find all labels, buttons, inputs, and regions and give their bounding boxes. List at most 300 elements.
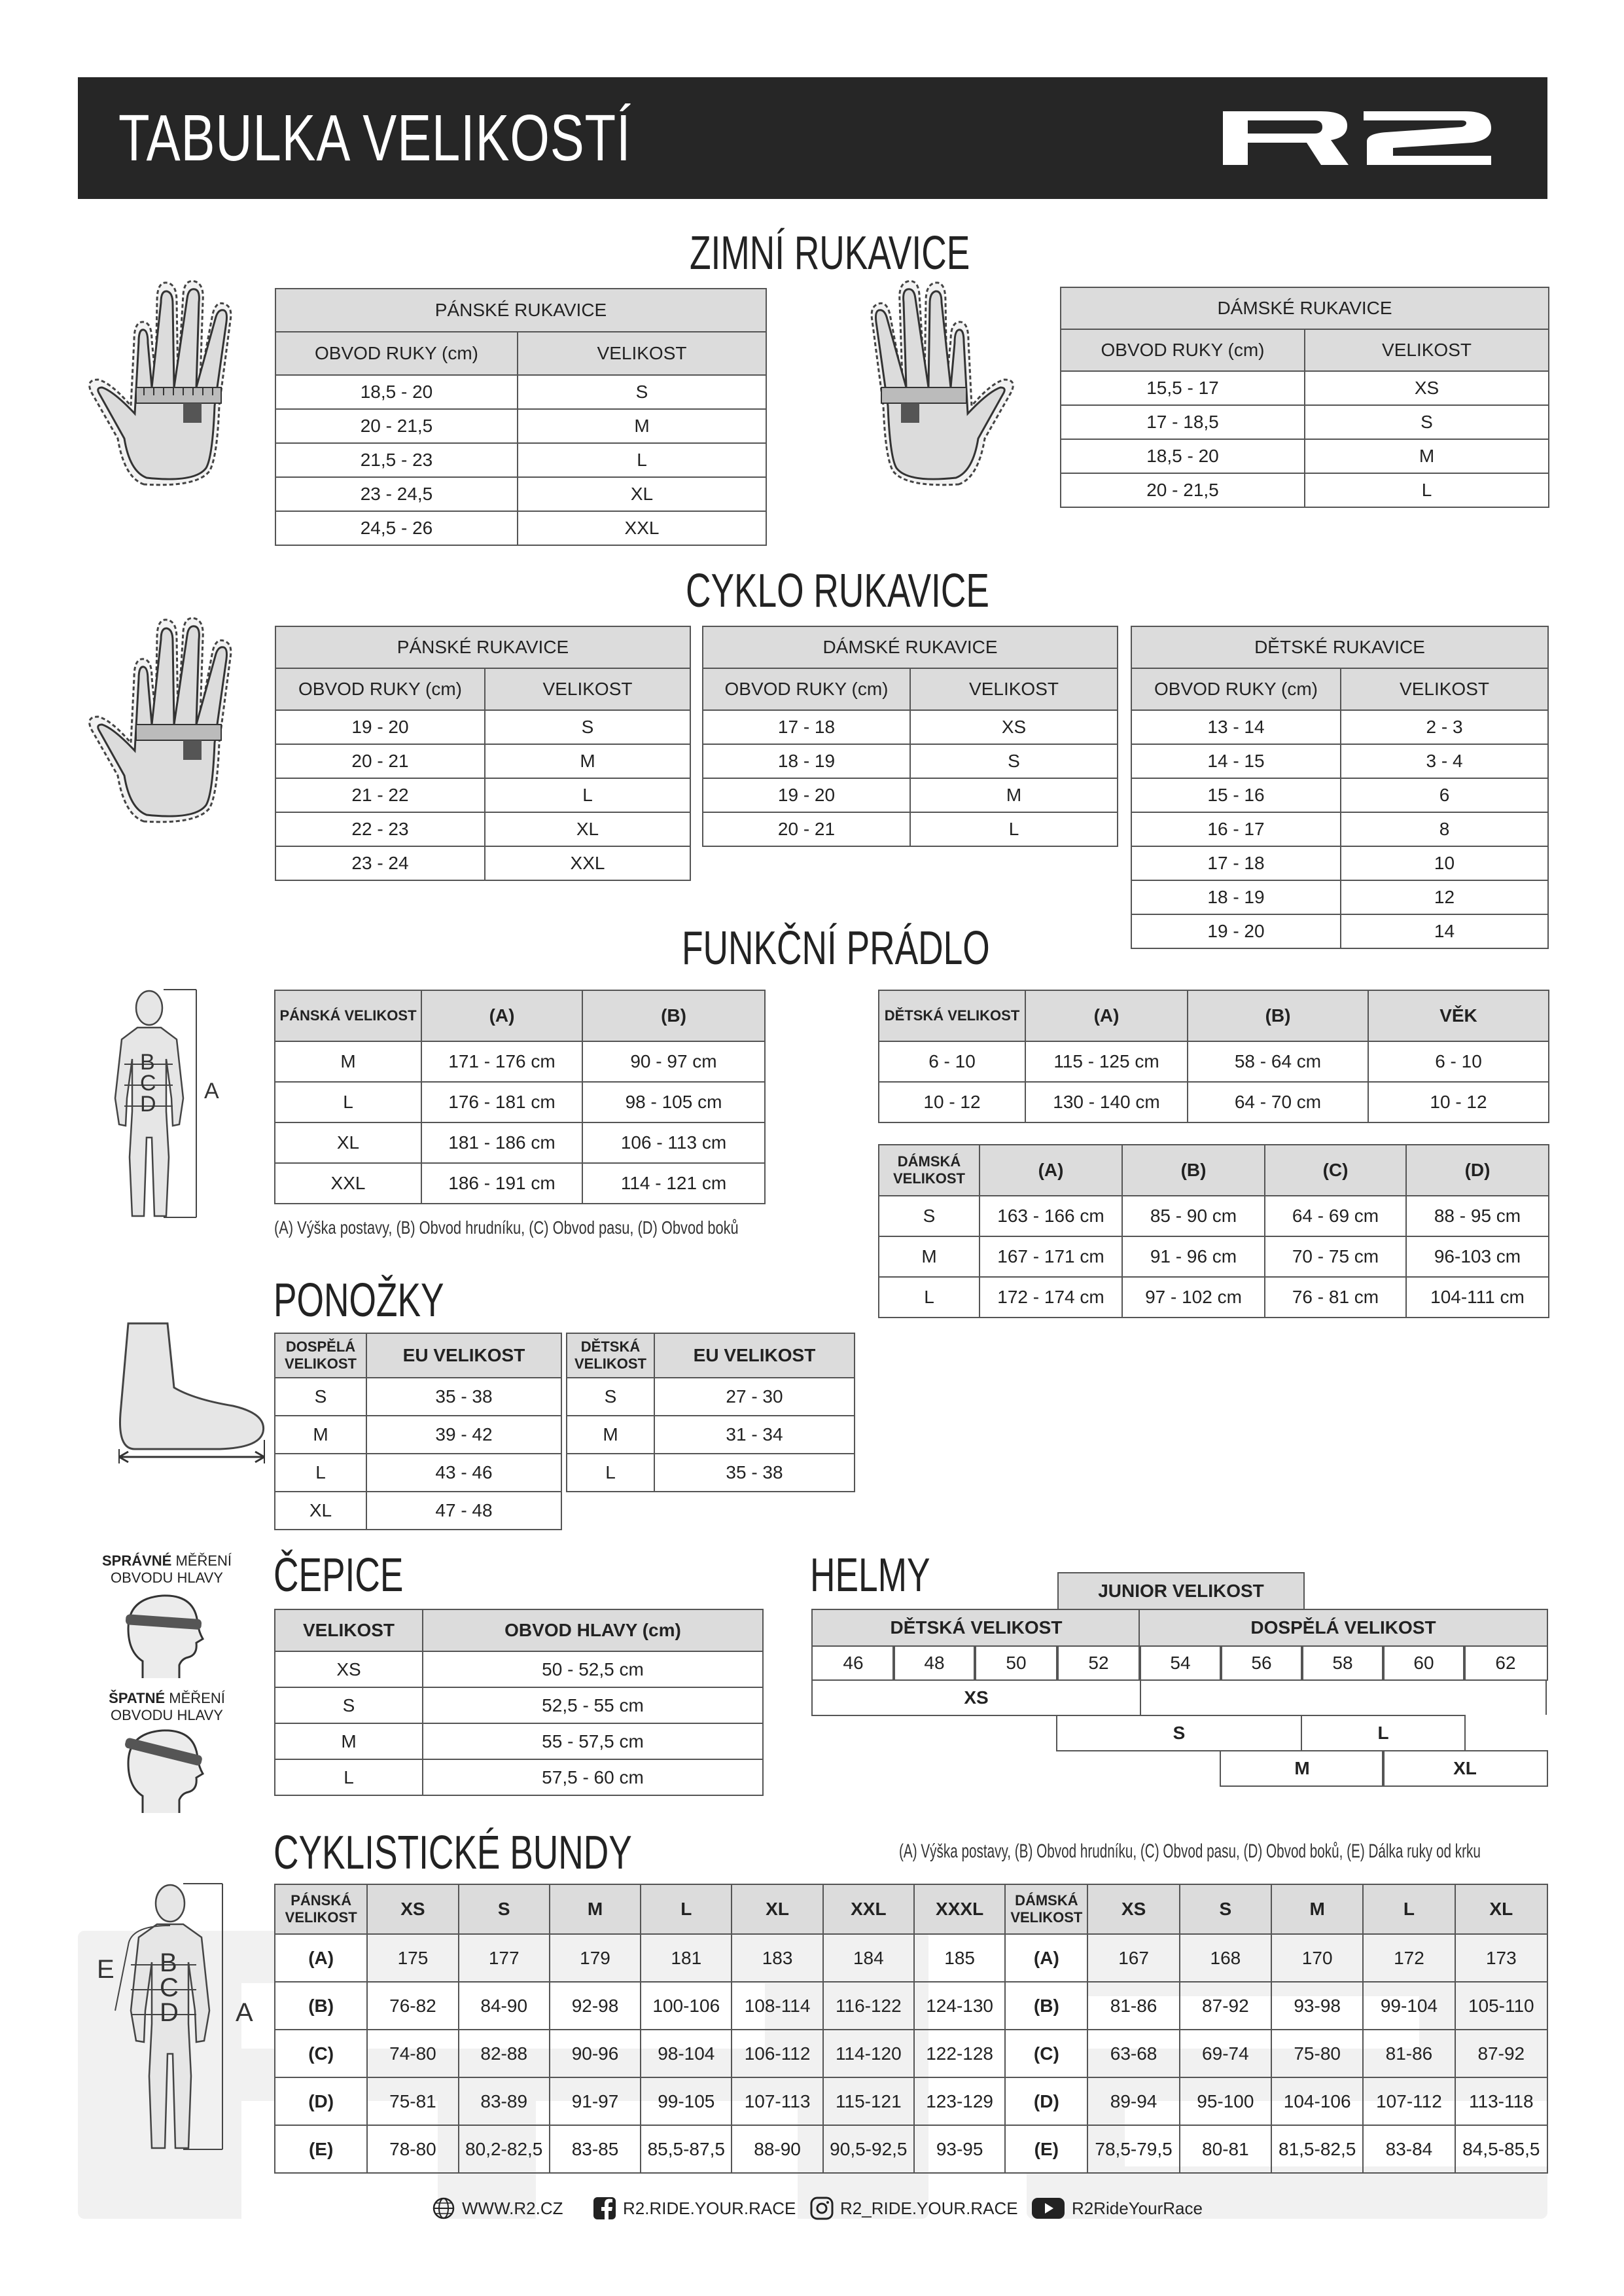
cell: 181 [641, 1934, 732, 1982]
col-header: (B) [1188, 990, 1368, 1041]
col-header: XXXL [914, 1884, 1005, 1934]
underwear-men-table [274, 990, 766, 1204]
cell: L [910, 812, 1118, 846]
col-header: XL [732, 1884, 822, 1934]
cell: 14 [1341, 914, 1548, 948]
cell: 90,5-92,5 [823, 2125, 914, 2173]
cell: L [485, 778, 690, 812]
cell: 76 - 81 cm [1265, 1277, 1406, 1318]
cell: 175 [367, 1934, 458, 1982]
cell: 183 [732, 1934, 822, 1982]
table-title: DÁMSKÉ RUKAVICE [703, 626, 1118, 668]
cell: XL [275, 1492, 366, 1530]
cell: 179 [550, 1934, 641, 1982]
cell: 130 - 140 cm [1025, 1082, 1188, 1122]
cell: M [910, 778, 1118, 812]
cell: 114-120 [823, 2030, 914, 2077]
row-label: (B) [1005, 1982, 1087, 2030]
col-header: OBVOD HLAVY (cm) [423, 1609, 763, 1651]
cell: 168 [1180, 1934, 1271, 1982]
cell: 114 - 121 cm [582, 1163, 765, 1204]
col-header: M [550, 1884, 641, 1934]
cyclo-kids-table [1131, 626, 1549, 949]
footer-instagram-link[interactable] [810, 2197, 1018, 2220]
row-label: (B) [275, 1982, 367, 2030]
cell: 92-98 [550, 1982, 641, 2030]
cell: 58 - 64 cm [1188, 1041, 1368, 1082]
cell: 31 - 34 [654, 1416, 855, 1454]
cell: XXL [275, 1163, 421, 1204]
cell: 15,5 - 17 [1061, 371, 1305, 405]
footer-facebook-text: R2.RIDE.YOUR.RACE [623, 2198, 796, 2218]
cell: 122-128 [914, 2030, 1005, 2077]
cell: 106 - 113 cm [582, 1122, 765, 1163]
cell: M [275, 1416, 366, 1454]
cell: 82-88 [459, 2030, 550, 2077]
cell: 8 [1341, 812, 1548, 846]
cell: 181 - 186 cm [421, 1122, 582, 1163]
cell: 19 - 20 [1131, 914, 1341, 948]
hand-measure-icon [79, 612, 275, 828]
helmet-bar-xl: XL [1382, 1750, 1548, 1787]
section-title-winter-gloves: ZIMNÍ RUKAVICE [690, 227, 970, 279]
col-header: OBVOD RUKY (cm) [275, 332, 518, 375]
section-title-caps: ČEPICE [274, 1549, 404, 1602]
body-figure-icon [98, 987, 229, 1223]
cell: 10 [1341, 846, 1548, 880]
cell: 27 - 30 [654, 1378, 855, 1416]
caption-strong: SPRÁVNÉ [101, 1552, 172, 1569]
cell: 3 - 4 [1341, 744, 1548, 778]
cell: 115-121 [823, 2077, 914, 2125]
row-label: (C) [1005, 2030, 1087, 2077]
col-header: VELIKOST [518, 332, 766, 375]
caption-line2: OBVODU HLAVY [111, 1707, 223, 1723]
cell: 6 - 10 [1368, 1041, 1549, 1082]
cell: 185 [914, 1934, 1005, 1982]
helmet-size-cell: 54 [1139, 1645, 1222, 1681]
winter-women-table [1060, 287, 1549, 508]
cell: 91 - 96 cm [1122, 1236, 1265, 1277]
cell: 88 - 95 cm [1406, 1196, 1549, 1236]
row-label: (A) [1005, 1934, 1087, 1982]
cell: 123-129 [914, 2077, 1005, 2125]
cell: 18 - 19 [1131, 880, 1341, 914]
col-header: OBVOD RUKY (cm) [1131, 668, 1341, 710]
col-header: XL [1455, 1884, 1547, 1934]
col-header: (B) [582, 990, 765, 1041]
cell: 80,2-82,5 [459, 2125, 550, 2173]
col-header: VELIKOST [910, 668, 1118, 710]
figure-label-a: A [236, 1998, 253, 2027]
cell: M [275, 1723, 423, 1759]
cell: 105-110 [1455, 1982, 1547, 2030]
cell: S [485, 710, 690, 744]
footer-youtube-text: R2RideYourRace [1072, 2198, 1203, 2218]
instagram-icon [810, 2197, 834, 2220]
cell: 173 [1455, 1934, 1547, 1982]
cell: S [879, 1196, 980, 1236]
cell: 6 [1341, 778, 1548, 812]
caption-strong: ŠPATNÉ [109, 1690, 166, 1706]
cell: 107-112 [1363, 2077, 1455, 2125]
cell: 23 - 24 [275, 846, 485, 880]
r2-logo [1223, 111, 1491, 165]
cell: 104-111 cm [1406, 1277, 1549, 1318]
footer-instagram-text: R2_RIDE.YOUR.RACE [840, 2198, 1018, 2218]
wrong-measurement-caption [98, 1690, 236, 1724]
cell: 69-74 [1180, 2030, 1271, 2077]
col-header: (C) [1265, 1145, 1406, 1196]
cell: 18,5 - 20 [1061, 439, 1305, 473]
youtube-icon [1031, 2197, 1065, 2220]
facebook-icon [593, 2197, 616, 2220]
helmet-size-cell: 50 [974, 1645, 1059, 1681]
footer [432, 2194, 1217, 2223]
cell: S [910, 744, 1118, 778]
hand-measure-icon [79, 275, 275, 491]
cell: S [275, 1378, 366, 1416]
helmet-size-cell: 62 [1463, 1645, 1548, 1681]
cell: XL [275, 1122, 421, 1163]
footer-youtube-link[interactable] [1031, 2197, 1203, 2220]
cell: 93-95 [914, 2125, 1005, 2173]
cyclo-women-table [702, 626, 1118, 847]
cell: 98-104 [641, 2030, 732, 2077]
cell: 24,5 - 26 [275, 511, 518, 545]
cell: 17 - 18 [1131, 846, 1341, 880]
cell: 85,5-87,5 [641, 2125, 732, 2173]
cell: 47 - 48 [366, 1492, 561, 1530]
col-header: (B) [1122, 1145, 1265, 1196]
cell: 19 - 20 [703, 778, 910, 812]
helmet-size-chart [811, 1572, 1548, 1799]
footer-facebook-link[interactable] [593, 2197, 796, 2220]
cell: XS [275, 1651, 423, 1687]
cell: 12 [1341, 880, 1548, 914]
col-header: DÁMSKÁ VELIKOST [879, 1145, 980, 1196]
cell: M [567, 1416, 654, 1454]
cell: 167 - 171 cm [980, 1236, 1122, 1277]
figure-label-b: B [160, 1948, 177, 1977]
col-header: VELIKOST [275, 1609, 423, 1651]
cell: 23 - 24,5 [275, 477, 518, 511]
cell: 10 - 12 [879, 1082, 1025, 1122]
cell: 78-80 [367, 2125, 458, 2173]
cell: 85 - 90 cm [1122, 1196, 1265, 1236]
cell: 16 - 17 [1131, 812, 1341, 846]
section-title-underwear: FUNKČNÍ PRÁDLO [682, 922, 990, 975]
cell: 99-104 [1363, 1982, 1455, 2030]
cell: 107-113 [732, 2077, 822, 2125]
correct-measurement-caption [98, 1552, 236, 1587]
cell: 104-106 [1271, 2077, 1363, 2125]
section-title-jackets: CYKLISTICKÉ BUNDY [274, 1827, 632, 1879]
col-header: (A) [1025, 990, 1188, 1041]
row-label: (E) [275, 2125, 367, 2173]
cell: 17 - 18 [703, 710, 910, 744]
caption-rest: MĚŘENÍ [171, 1552, 232, 1569]
cell: 113-118 [1455, 2077, 1547, 2125]
cell: L [1305, 473, 1549, 507]
footer-web-text: WWW.R2.CZ [462, 2198, 563, 2218]
cell: XS [910, 710, 1118, 744]
jackets-note: (A) Výška postavy, (B) Obvod hrudníku, (C) Obvod pasu, (D) Obvod boků, (E) Dálka ruky od krku [899, 1840, 1481, 1862]
head-correct-icon [116, 1589, 215, 1681]
cell: 39 - 42 [366, 1416, 561, 1454]
cell: 64 - 69 cm [1265, 1196, 1406, 1236]
cell: 55 - 57,5 cm [423, 1723, 763, 1759]
cell: 177 [459, 1934, 550, 1982]
jackets-table [274, 1884, 1548, 2174]
footer-web-link[interactable] [432, 2197, 563, 2220]
cell: 14 - 15 [1131, 744, 1341, 778]
winter-men-table [275, 288, 767, 546]
figure-label-e: E [97, 1955, 115, 1984]
helmet-bar-s: S [1056, 1715, 1302, 1751]
cell: 19 - 20 [275, 710, 485, 744]
cell: 17 - 18,5 [1061, 405, 1305, 439]
cell: 81-86 [1087, 1982, 1179, 2030]
cell: 93-98 [1271, 1982, 1363, 2030]
cell: 116-122 [823, 1982, 914, 2030]
table-title: DÁMSKÉ RUKAVICE [1061, 287, 1549, 329]
cell: 83-89 [459, 2077, 550, 2125]
helmet-size-cell: 52 [1056, 1645, 1141, 1681]
section-title-helmets: HELMY [810, 1549, 930, 1602]
figure-label-a: A [204, 1079, 219, 1103]
cell: S [518, 375, 766, 409]
col-header: (D) [1406, 1145, 1549, 1196]
foot-icon [115, 1322, 272, 1466]
caption-line2: OBVODU HLAVY [111, 1570, 223, 1586]
cell: 64 - 70 cm [1188, 1082, 1368, 1122]
helmet-size-cell: 48 [892, 1645, 976, 1681]
cell: 57,5 - 60 cm [423, 1759, 763, 1795]
caps-table [274, 1609, 764, 1796]
col-header: PÁNSKÁ VELIKOST [275, 990, 421, 1041]
col-header: EU VELIKOST [654, 1333, 855, 1378]
head-wrong-icon [116, 1724, 215, 1816]
cell: 172 - 174 cm [980, 1277, 1122, 1318]
page-title: TABULKA VELIKOSTÍ [118, 101, 631, 175]
cell: 88-90 [732, 2125, 822, 2173]
cell: 2 - 3 [1341, 710, 1548, 744]
cell: 75-80 [1271, 2030, 1363, 2077]
col-header: XXL [823, 1884, 914, 1934]
cell: 186 - 191 cm [421, 1163, 582, 1204]
cell: 83-84 [1363, 2125, 1455, 2173]
col-header: L [641, 1884, 732, 1934]
cell: L [518, 443, 766, 477]
cell: 90-96 [550, 2030, 641, 2077]
cell: 81-86 [1363, 2030, 1455, 2077]
cell: L [567, 1454, 654, 1492]
table-title: DĚTSKÉ RUKAVICE [1131, 626, 1548, 668]
col-header: S [1180, 1884, 1271, 1934]
cell: 87-92 [1455, 2030, 1547, 2077]
cell: 171 - 176 cm [421, 1041, 582, 1082]
cell: 124-130 [914, 1982, 1005, 2030]
body-figure-icon [92, 1880, 255, 2155]
cell: 21,5 - 23 [275, 443, 518, 477]
figure-label-c: C [140, 1071, 156, 1096]
cell: S [567, 1378, 654, 1416]
caption-rest: MĚŘENÍ [165, 1690, 225, 1706]
row-label: (E) [1005, 2125, 1087, 2173]
underwear-women-table [878, 1144, 1549, 1318]
cell: 98 - 105 cm [582, 1082, 765, 1122]
cell: 89-94 [1087, 2077, 1179, 2125]
cell: 63-68 [1087, 2030, 1179, 2077]
cell: 95-100 [1180, 2077, 1271, 2125]
cell: 15 - 16 [1131, 778, 1341, 812]
socks-adult-table [274, 1333, 562, 1530]
helmet-bar-xs: XS [811, 1679, 1141, 1716]
table-title: PÁNSKÉ RUKAVICE [275, 626, 690, 668]
cell: 13 - 14 [1131, 710, 1341, 744]
cell: 99-105 [641, 2077, 732, 2125]
header-bar [78, 77, 1547, 199]
cell: 184 [823, 1934, 914, 1982]
cell: 80-81 [1180, 2125, 1271, 2173]
cell: 70 - 75 cm [1265, 1236, 1406, 1277]
col-header: XS [1087, 1884, 1179, 1934]
cell: 18 - 19 [703, 744, 910, 778]
cell: 96-103 cm [1406, 1236, 1549, 1277]
cell: 83-85 [550, 2125, 641, 2173]
cell: 84,5-85,5 [1455, 2125, 1547, 2173]
cell: 170 [1271, 1934, 1363, 1982]
cell: L [879, 1277, 980, 1318]
figure-label-b: B [140, 1050, 155, 1075]
cell: 84-90 [459, 1982, 550, 2030]
col-header: DOSPĚLÁ VELIKOST [275, 1333, 366, 1378]
cell: 100-106 [641, 1982, 732, 2030]
col-header: DĚTSKÁ VELIKOST [879, 990, 1025, 1041]
row-label: (D) [275, 2077, 367, 2125]
junior-size-header: JUNIOR VELIKOST [1057, 1572, 1305, 1610]
cell: 21 - 22 [275, 778, 485, 812]
cell: 172 [1363, 1934, 1455, 1982]
col-header: VĚK [1368, 990, 1549, 1041]
cell: 115 - 125 cm [1025, 1041, 1188, 1082]
helmet-size-cell: 46 [811, 1645, 895, 1681]
cell: 35 - 38 [654, 1454, 855, 1492]
cell: 74-80 [367, 2030, 458, 2077]
cell: M [879, 1236, 980, 1277]
cell: M [485, 744, 690, 778]
cell: XL [485, 812, 690, 846]
cell: 20 - 21,5 [1061, 473, 1305, 507]
col-header: OBVOD RUKY (cm) [703, 668, 910, 710]
cell: M [275, 1041, 421, 1082]
adult-size-header: DOSPĚLÁ VELIKOST [1139, 1609, 1548, 1647]
cell: 106-112 [732, 2030, 822, 2077]
col-header: OBVOD RUKY (cm) [1061, 329, 1305, 371]
col-header: L [1363, 1884, 1455, 1934]
col-header: DÁMSKÁ VELIKOST [1005, 1884, 1087, 1934]
col-header: EU VELIKOST [366, 1333, 561, 1378]
cell: L [275, 1454, 366, 1492]
cell: 167 [1087, 1934, 1179, 1982]
helmet-bar-l: L [1301, 1715, 1466, 1751]
figure-label-d: D [140, 1092, 156, 1117]
col-header: DĚTSKÁ VELIKOST [567, 1333, 654, 1378]
row-label: (C) [275, 2030, 367, 2077]
cell: 52,5 - 55 cm [423, 1687, 763, 1723]
col-header: PÁNSKÁ VELIKOST [275, 1884, 367, 1934]
cell: XS [1305, 371, 1549, 405]
cell: 81,5-82,5 [1271, 2125, 1363, 2173]
section-title-cyclo-gloves: CYKLO RUKAVICE [686, 565, 989, 617]
helmet-bar-empty [1139, 1679, 1547, 1715]
col-header: M [1271, 1884, 1363, 1934]
cyclo-men-table [275, 626, 691, 881]
figure-label-c: C [160, 1973, 179, 2002]
cell: XL [518, 477, 766, 511]
col-header: OBVOD RUKY (cm) [275, 668, 485, 710]
helmet-size-cell: 56 [1220, 1645, 1303, 1681]
helmet-bar-m: M [1220, 1750, 1385, 1787]
col-header: VELIKOST [1341, 668, 1548, 710]
cell: 108-114 [732, 1982, 822, 2030]
row-label: (A) [275, 1934, 367, 1982]
cell: 20 - 21 [703, 812, 910, 846]
kids-size-header: DĚTSKÁ VELIKOST [811, 1609, 1141, 1647]
cell: 10 - 12 [1368, 1082, 1549, 1122]
section-title-socks: PONOŽKY [274, 1274, 444, 1327]
underwear-note: (A) Výška postavy, (B) Obvod hrudníku, (C) Obvod pasu, (D) Obvod boků [274, 1217, 739, 1238]
hand-measure-icon [828, 275, 1024, 491]
cell: 18,5 - 20 [275, 375, 518, 409]
cell: L [275, 1082, 421, 1122]
cell: M [1305, 439, 1549, 473]
cell: 163 - 166 cm [980, 1196, 1122, 1236]
cell: XXL [518, 511, 766, 545]
col-header: XS [367, 1884, 458, 1934]
cell: 20 - 21 [275, 744, 485, 778]
cell: L [275, 1759, 423, 1795]
socks-kids-table [566, 1333, 855, 1492]
col-header: (A) [421, 990, 582, 1041]
cell: 78,5-79,5 [1087, 2125, 1179, 2173]
cell: 20 - 21,5 [275, 409, 518, 443]
cell: 22 - 23 [275, 812, 485, 846]
helmet-size-cell: 60 [1382, 1645, 1466, 1681]
underwear-kids-table [878, 990, 1549, 1123]
col-header: S [459, 1884, 550, 1934]
cell: 76-82 [367, 1982, 458, 2030]
cell: 97 - 102 cm [1122, 1277, 1265, 1318]
cell: 87-92 [1180, 1982, 1271, 2030]
col-header: (A) [980, 1145, 1122, 1196]
cell: S [275, 1687, 423, 1723]
cell: 176 - 181 cm [421, 1082, 582, 1122]
col-header: VELIKOST [485, 668, 690, 710]
table-title: PÁNSKÉ RUKAVICE [275, 289, 766, 332]
cell: M [518, 409, 766, 443]
row-label: (D) [1005, 2077, 1087, 2125]
cell: 6 - 10 [879, 1041, 1025, 1082]
helmet-size-cell: 58 [1301, 1645, 1385, 1681]
cell: 91-97 [550, 2077, 641, 2125]
cell: 50 - 52,5 cm [423, 1651, 763, 1687]
col-header: VELIKOST [1305, 329, 1549, 371]
cell: XXL [485, 846, 690, 880]
cell: 75-81 [367, 2077, 458, 2125]
globe-icon [432, 2197, 455, 2220]
